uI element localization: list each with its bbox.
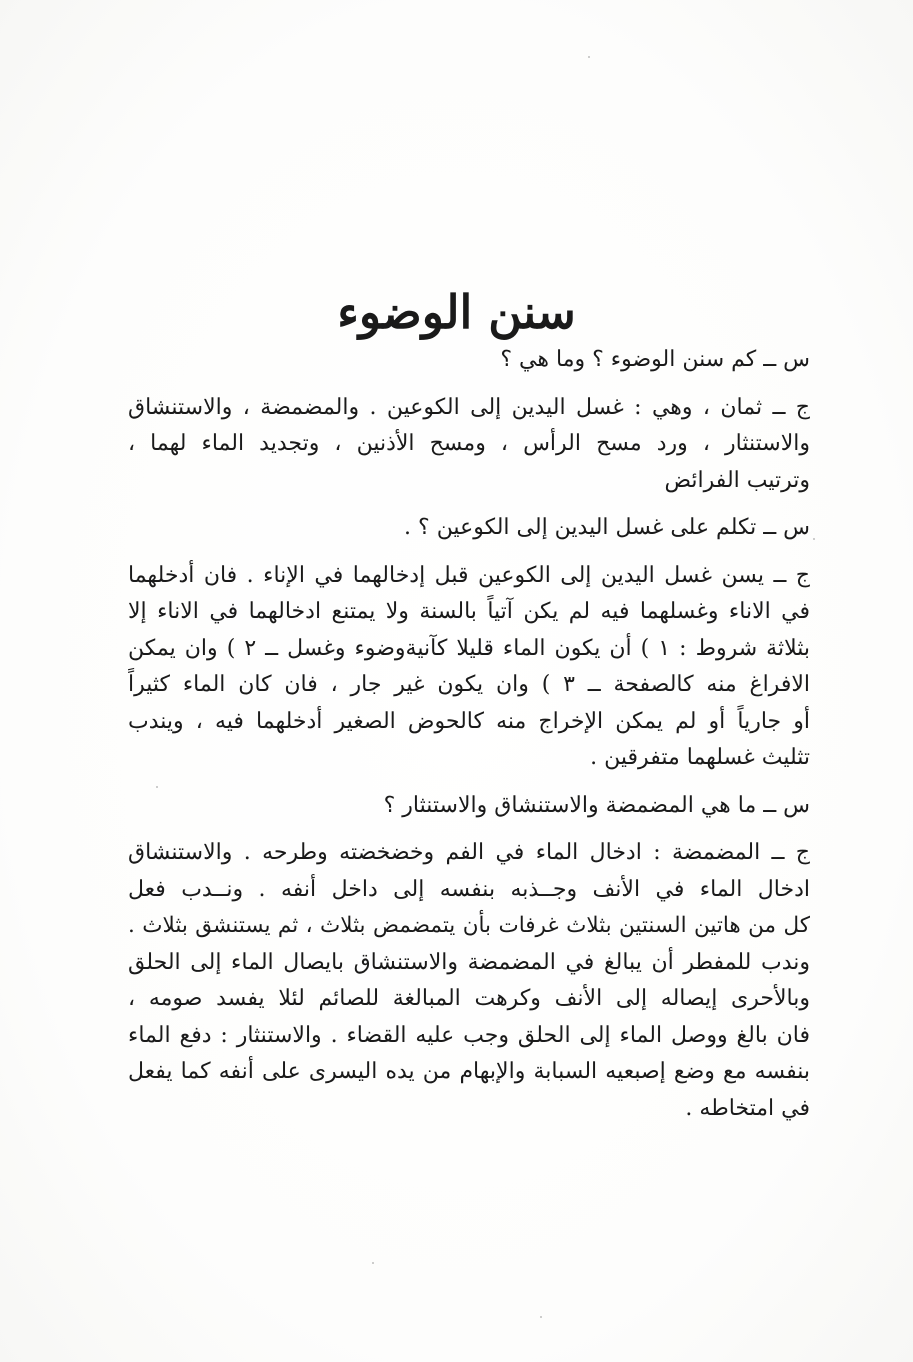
text-line: بثلاثة شروط : ١ ) أن يكون الماء قليلا كآنيةوضوء وغسل ــ ٢ ) وان يمكن (128, 635, 810, 661)
scan-speck (813, 538, 815, 540)
text-line: ج ــ ثمان ، وهي : غسل اليدين إلى الكوعين . والمضمضة ، والاستنشاق (128, 394, 810, 420)
text-line: في امتخاطه . (685, 1095, 810, 1121)
question-block (128, 788, 810, 825)
scan-speck (588, 56, 590, 58)
question-block (128, 510, 810, 547)
page-title: سنن الوضوء (337, 285, 576, 339)
question-line: س ــ كم سنن الوضوء ؟ وما هي ؟ (500, 347, 810, 372)
scan-speck (372, 1262, 374, 1264)
question-line: س ــ ما هي المضمضة والاستنشاق والاستنثار ؟ (383, 792, 810, 818)
text-line: في الاناء وغسلهما فيه لم يكن آتياً بالسنة ولا يمتنع ادخالهما في الاناء إلا (128, 599, 810, 624)
text-line: وندب للمفطر أن يبالغ في المضمضة والاستنشاق بايصال الماء إلى الحلق (128, 949, 810, 975)
scan-speck (540, 1316, 542, 1318)
answer-block (128, 390, 810, 500)
paragraph-gap (128, 379, 810, 390)
text-line: كل من هاتين السنتين بثلاث غرفات بأن يتمضمض بثلاث ، ثم يستنشق بثلاث . (128, 913, 810, 938)
text-line: والاستنثار ، ورد مسح الرأس ، ومسح الأذنين ، وتجديد الماء لهما ، (128, 431, 810, 456)
answer-block (128, 558, 810, 777)
text-line: ادخال الماء في الأنف وجــذبه بنفسه إلى داخل أنفه . ونــدب فعل (128, 876, 810, 902)
question-line: س ــ تكلم على غسل اليدين إلى الكوعين ؟ . (404, 515, 810, 540)
page-body (128, 342, 810, 1127)
paragraph-gap (128, 499, 810, 510)
text-line: ج ــ يسن غسل اليدين إلى الكوعين قبل إدخالهما في الإناء . فان أدخلهما (128, 562, 810, 588)
paragraph-gap (128, 824, 810, 835)
text-line: أو جارياً أو لم يمكن الإخراج منه كالحوض الصغير أدخلهما فيه ، ويندب (128, 708, 810, 734)
paragraph-gap (128, 547, 810, 558)
text-line: فان بالغ ووصل الماء إلى الحلق وجب عليه القضاء . والاستنثار : دفع الماء (128, 1022, 810, 1048)
text-line: وبالأحرى إيصاله إلى الأنف وكرهت المبالغة للصائم لئلا يفسد صومه ، (128, 986, 810, 1011)
text-line: الافراغ منه كالصفحة ــ ٣ ) وان يكون غير جار ، فان كان الماء كثيراً (128, 672, 810, 697)
paragraph-gap (128, 777, 810, 788)
question-block (128, 342, 810, 379)
text-line: ج ــ المضمضة : ادخال الماء في الفم وخضخضته وطرحه . والاستنشاق (128, 840, 810, 865)
text-line: تثليث غسلهما متفرقين . (590, 745, 810, 770)
text-line: وترتيب الفرائض (664, 467, 810, 493)
answer-block (128, 835, 810, 1127)
text-line: بنفسه مع وضع إصبعيه السبابة والإبهام من يده اليسرى على أنفه كما يفعل (128, 1059, 810, 1084)
